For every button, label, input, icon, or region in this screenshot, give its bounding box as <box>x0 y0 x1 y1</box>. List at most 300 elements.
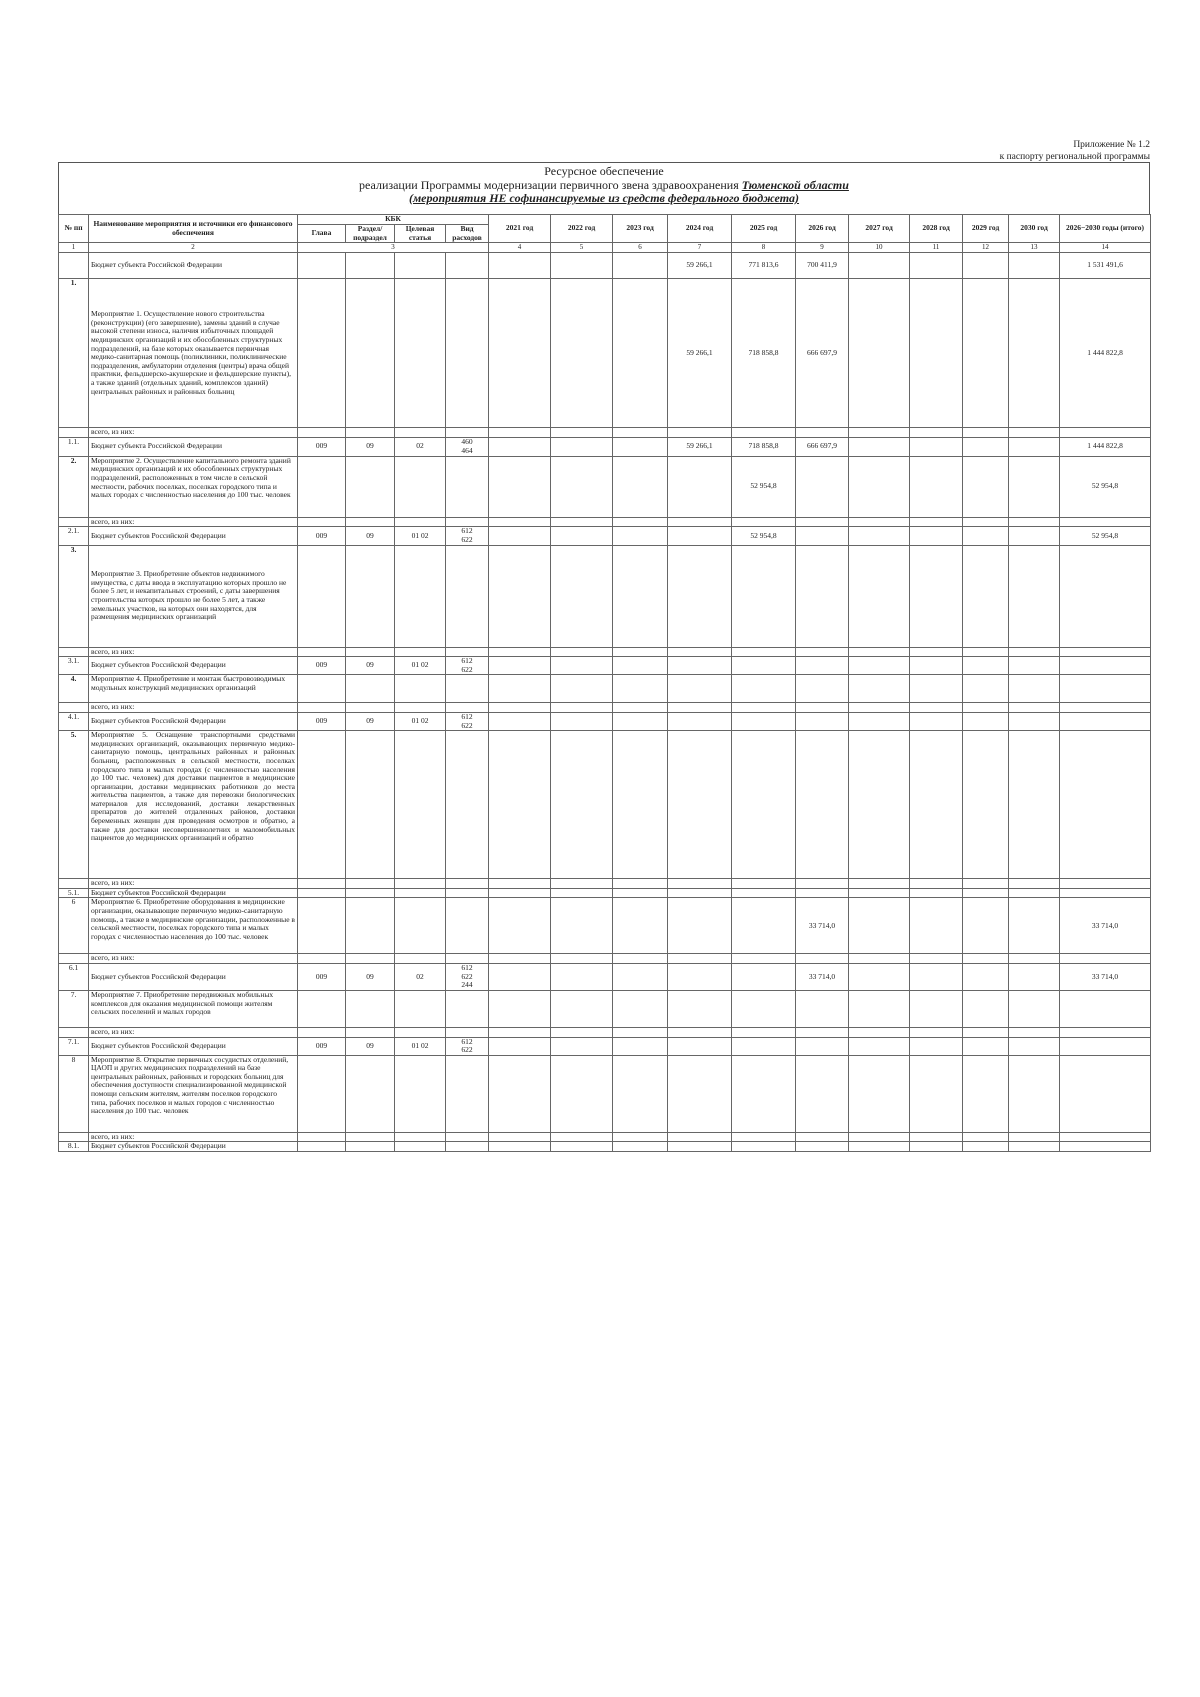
kbk-stat: 01 02 <box>395 657 446 675</box>
row-number: 7. <box>59 990 89 1027</box>
value-cell <box>796 954 849 964</box>
row-name: Мероприятие 2. Осуществление капитального ремонта зданий медицинских организаций и их обособленных структурных подразделений, расположенных в том числе в сельской местности, рабочих поселках, поселках городского типа и малых городах с численностью населения до 100 тыс. человек <box>89 456 298 517</box>
value-cell <box>668 428 732 438</box>
value-cell <box>849 703 910 713</box>
value-cell <box>489 527 551 545</box>
value-cell <box>489 437 551 456</box>
value-cell <box>489 517 551 527</box>
header-name: Наименование мероприятия и источники его финансового обеспечения <box>89 215 298 243</box>
value-cell <box>849 428 910 438</box>
row-name: Бюджет субъекта Российской Федерации <box>89 253 298 279</box>
index-cell: 2 <box>89 243 298 253</box>
value-cell <box>1060 657 1151 675</box>
value-cell <box>796 712 849 730</box>
value-cell <box>551 888 613 898</box>
kbk-stat <box>395 898 446 954</box>
kbk-stat: 01 02 <box>395 1037 446 1055</box>
kbk-glava: 009 <box>298 963 346 990</box>
value-cell <box>1060 990 1151 1027</box>
kbk-razdel <box>346 1142 395 1152</box>
appendix-line-1: Приложение № 1.2 <box>1073 140 1150 150</box>
value-cell <box>489 1027 551 1037</box>
kbk-stat <box>395 456 446 517</box>
header-years-total: 2026−2030 годы (итого) <box>1060 215 1151 243</box>
kbk-vid <box>446 1142 489 1152</box>
header-year-2026: 2026 год <box>796 215 849 243</box>
value-cell <box>963 675 1009 703</box>
title-line-1: Ресурсное обеспечение <box>544 164 664 178</box>
value-cell <box>732 657 796 675</box>
value-cell <box>1009 731 1060 879</box>
value-cell <box>963 954 1009 964</box>
kbk-glava <box>298 1142 346 1152</box>
value-cell <box>796 731 849 879</box>
kbk-vid <box>446 253 489 279</box>
value-cell <box>668 527 732 545</box>
kbk-vid <box>446 954 489 964</box>
value-cell <box>963 703 1009 713</box>
kbk-razdel <box>346 954 395 964</box>
kbk-glava <box>298 1027 346 1037</box>
value-cell <box>849 657 910 675</box>
row-number: 3. <box>59 545 89 647</box>
value-cell <box>668 1142 732 1152</box>
value-cell <box>1009 517 1060 527</box>
row-name: Мероприятие 3. Приобретение объектов недвижимого имущества, с даты ввода в эксплуатацию которых прошло не более 5 лет, и некапитальных строений, с даты завершения строительства которых прошло не более 5 лет, а также земельных участков, на которых они находятся, для размещения медицинских организаций <box>89 545 298 647</box>
kbk-razdel <box>346 279 395 428</box>
kbk-razdel <box>346 888 395 898</box>
row-number <box>59 1132 89 1142</box>
value-cell <box>910 253 963 279</box>
value-cell: 718 858,8 <box>732 279 796 428</box>
kbk-glava <box>298 1055 346 1132</box>
kbk-vid <box>446 888 489 898</box>
value-cell <box>963 990 1009 1027</box>
value-cell <box>551 527 613 545</box>
value-cell <box>613 879 668 889</box>
value-cell <box>796 888 849 898</box>
kbk-glava <box>298 888 346 898</box>
kbk-vid <box>446 703 489 713</box>
kbk-glava <box>298 703 346 713</box>
kbk-razdel <box>346 1055 395 1132</box>
kbk-vid: 460 464 <box>446 437 489 456</box>
value-cell <box>963 879 1009 889</box>
kbk-stat <box>395 888 446 898</box>
kbk-vid <box>446 456 489 517</box>
table-row <box>59 647 1151 657</box>
value-cell <box>613 954 668 964</box>
value-cell <box>910 456 963 517</box>
value-cell <box>1009 1037 1060 1055</box>
index-cell: 3 <box>298 243 489 253</box>
value-cell <box>732 703 796 713</box>
value-cell <box>668 731 732 879</box>
kbk-razdel: 09 <box>346 437 395 456</box>
value-cell <box>910 1132 963 1142</box>
value-cell <box>910 879 963 889</box>
row-name: Мероприятие 4. Приобретение и монтаж быстровозводимых модульных конструкций медицинских организаций <box>89 675 298 703</box>
value-cell <box>796 1132 849 1142</box>
value-cell <box>796 879 849 889</box>
value-cell <box>551 954 613 964</box>
value-cell <box>613 1027 668 1037</box>
value-cell <box>796 1142 849 1152</box>
value-cell <box>849 990 910 1027</box>
value-cell: 718 858,8 <box>732 437 796 456</box>
kbk-razdel <box>346 879 395 889</box>
value-cell: 59 266,1 <box>668 437 732 456</box>
header-kbk-stat: Целевая статья <box>395 225 446 243</box>
value-cell <box>1009 712 1060 730</box>
value-cell <box>849 1142 910 1152</box>
value-cell <box>910 703 963 713</box>
value-cell <box>489 1037 551 1055</box>
kbk-razdel: 09 <box>346 657 395 675</box>
kbk-vid <box>446 879 489 889</box>
value-cell <box>489 990 551 1027</box>
value-cell <box>1060 879 1151 889</box>
table-row <box>59 428 1151 438</box>
kbk-razdel <box>346 647 395 657</box>
value-cell <box>732 888 796 898</box>
kbk-stat <box>395 647 446 657</box>
value-cell <box>613 1037 668 1055</box>
kbk-razdel: 09 <box>346 1037 395 1055</box>
value-cell <box>849 712 910 730</box>
row-number: 1.1. <box>59 437 89 456</box>
resource-table <box>58 214 1151 1152</box>
value-cell <box>910 963 963 990</box>
appendix-note <box>750 139 1150 163</box>
value-cell: 666 697,9 <box>796 279 849 428</box>
kbk-glava <box>298 456 346 517</box>
value-cell: 771 813,6 <box>732 253 796 279</box>
value-cell <box>1060 731 1151 879</box>
value-cell <box>1060 712 1151 730</box>
value-cell <box>489 888 551 898</box>
kbk-glava <box>298 647 346 657</box>
header-year-2024: 2024 год <box>668 215 732 243</box>
value-cell <box>849 954 910 964</box>
row-number: 8.1. <box>59 1142 89 1152</box>
value-cell <box>1060 1132 1151 1142</box>
value-cell <box>551 712 613 730</box>
header-year-2022: 2022 год <box>551 215 613 243</box>
value-cell <box>613 428 668 438</box>
value-cell <box>1060 1027 1151 1037</box>
value-cell <box>551 703 613 713</box>
value-cell <box>551 1142 613 1152</box>
table-body <box>59 253 1151 1152</box>
row-number <box>59 954 89 964</box>
value-cell <box>963 898 1009 954</box>
kbk-stat <box>395 1055 446 1132</box>
value-cell: 33 714,0 <box>1060 963 1151 990</box>
value-cell <box>732 879 796 889</box>
value-cell <box>963 1027 1009 1037</box>
table-row <box>59 888 1151 898</box>
value-cell <box>963 253 1009 279</box>
index-cell: 5 <box>551 243 613 253</box>
kbk-stat <box>395 517 446 527</box>
kbk-vid: 612 622 <box>446 712 489 730</box>
value-cell <box>1060 517 1151 527</box>
value-cell: 59 266,1 <box>668 279 732 428</box>
value-cell <box>1009 888 1060 898</box>
value-cell <box>489 428 551 438</box>
value-cell <box>1060 954 1151 964</box>
kbk-stat <box>395 545 446 647</box>
index-cell: 11 <box>910 243 963 253</box>
table-row <box>59 963 1151 990</box>
value-cell <box>1009 253 1060 279</box>
value-cell <box>963 456 1009 517</box>
value-cell <box>668 703 732 713</box>
value-cell: 52 954,8 <box>1060 456 1151 517</box>
value-cell <box>489 675 551 703</box>
row-number: 3.1. <box>59 657 89 675</box>
kbk-glava <box>298 1132 346 1142</box>
kbk-vid: 612 622 244 <box>446 963 489 990</box>
row-number <box>59 879 89 889</box>
table-row <box>59 675 1151 703</box>
value-cell <box>732 545 796 647</box>
row-name: Бюджет субъектов Российской Федерации <box>89 963 298 990</box>
header-kbk-razdel: Раздел/ подраздел <box>346 225 395 243</box>
value-cell <box>668 1027 732 1037</box>
value-cell <box>613 1055 668 1132</box>
kbk-stat <box>395 1142 446 1152</box>
value-cell <box>732 1027 796 1037</box>
value-cell <box>551 279 613 428</box>
value-cell <box>849 1027 910 1037</box>
value-cell <box>732 963 796 990</box>
value-cell <box>668 712 732 730</box>
kbk-stat <box>395 990 446 1027</box>
kbk-razdel: 09 <box>346 712 395 730</box>
value-cell <box>668 888 732 898</box>
kbk-glava: 009 <box>298 1037 346 1055</box>
table-row <box>59 1055 1151 1132</box>
value-cell <box>849 527 910 545</box>
value-cell <box>1060 675 1151 703</box>
table-title <box>58 162 1150 214</box>
index-cell: 7 <box>668 243 732 253</box>
value-cell <box>613 675 668 703</box>
kbk-stat: 02 <box>395 963 446 990</box>
value-cell <box>849 647 910 657</box>
kbk-razdel <box>346 675 395 703</box>
value-cell <box>910 731 963 879</box>
kbk-stat: 01 02 <box>395 527 446 545</box>
value-cell: 52 954,8 <box>732 527 796 545</box>
value-cell <box>668 954 732 964</box>
kbk-glava <box>298 731 346 879</box>
header-kbk: КБК <box>298 215 489 225</box>
kbk-razdel <box>346 1132 395 1142</box>
value-cell <box>963 428 1009 438</box>
kbk-razdel: 09 <box>346 963 395 990</box>
value-cell <box>849 1055 910 1132</box>
value-cell <box>1009 657 1060 675</box>
index-cell: 10 <box>849 243 910 253</box>
row-number: 4. <box>59 675 89 703</box>
table-row <box>59 1027 1151 1037</box>
value-cell <box>963 279 1009 428</box>
index-cell: 6 <box>613 243 668 253</box>
value-cell <box>849 253 910 279</box>
value-cell <box>668 456 732 517</box>
value-cell <box>668 647 732 657</box>
value-cell <box>732 898 796 954</box>
value-cell <box>668 879 732 889</box>
kbk-stat <box>395 279 446 428</box>
value-cell <box>1009 437 1060 456</box>
kbk-vid: 612 622 <box>446 527 489 545</box>
header-kbk-glava: Глава <box>298 225 346 243</box>
value-cell <box>849 898 910 954</box>
value-cell <box>910 545 963 647</box>
row-number <box>59 253 89 279</box>
kbk-glava <box>298 545 346 647</box>
value-cell <box>1009 428 1060 438</box>
title-region: Тюменской области <box>741 177 849 192</box>
row-name: всего, из них: <box>89 954 298 964</box>
row-number <box>59 703 89 713</box>
value-cell <box>963 545 1009 647</box>
value-cell <box>732 1037 796 1055</box>
kbk-glava <box>298 428 346 438</box>
value-cell <box>910 954 963 964</box>
value-cell <box>613 437 668 456</box>
value-cell <box>613 657 668 675</box>
table-row <box>59 1037 1151 1055</box>
row-number: 7.1. <box>59 1037 89 1055</box>
value-cell <box>613 279 668 428</box>
row-number <box>59 1027 89 1037</box>
row-number <box>59 428 89 438</box>
kbk-vid <box>446 428 489 438</box>
kbk-vid: 612 622 <box>446 1037 489 1055</box>
kbk-vid: 612 622 <box>446 657 489 675</box>
value-cell <box>613 456 668 517</box>
row-number: 2. <box>59 456 89 517</box>
value-cell <box>796 1027 849 1037</box>
value-cell <box>551 1027 613 1037</box>
header-year-2028: 2028 год <box>910 215 963 243</box>
row-number: 6.1 <box>59 963 89 990</box>
value-cell <box>849 279 910 428</box>
value-cell <box>613 647 668 657</box>
value-cell <box>963 647 1009 657</box>
value-cell <box>796 703 849 713</box>
value-cell <box>551 456 613 517</box>
value-cell <box>613 703 668 713</box>
value-cell <box>796 517 849 527</box>
value-cell <box>668 1132 732 1142</box>
value-cell <box>849 963 910 990</box>
value-cell <box>732 428 796 438</box>
value-cell <box>613 898 668 954</box>
row-name: Мероприятие 5. Оснащение транспортными средствами медицинских организаций, оказывающих первичную медико-санитарную помощь, центральных районных и районных больниц, расположенных в сельской местности, поселках городского типа и малых городах (с численностью населения до 100 тыс. человек) для доставки пациентов в медицинские организации, доставки медицинских работников до места жительства пациентов, а также для перевозки биологических материалов для исследований, доставки лекарственных препаратов до жителей отдаленных районов, доставки беременных женщин для проведения осмотров и обратно, а также для доставки несовершеннолетних и маломобильных пациентов до медицинских организаций и обратно <box>89 731 298 879</box>
row-name: Мероприятие 7. Приобретение передвижных мобильных комплексов для оказания медицинской помощи жителям сельских поселений и малых городов <box>89 990 298 1027</box>
kbk-razdel <box>346 428 395 438</box>
table-row <box>59 545 1151 647</box>
header-year-2030: 2030 год <box>1009 215 1060 243</box>
value-cell: 52 954,8 <box>732 456 796 517</box>
value-cell <box>796 527 849 545</box>
row-name: всего, из них: <box>89 517 298 527</box>
value-cell <box>849 1132 910 1142</box>
kbk-razdel <box>346 731 395 879</box>
value-cell <box>551 1055 613 1132</box>
value-cell <box>551 1132 613 1142</box>
table-row <box>59 898 1151 954</box>
row-number: 1. <box>59 279 89 428</box>
value-cell <box>732 990 796 1027</box>
value-cell <box>963 1037 1009 1055</box>
title-line-3: (мероприятия НЕ софинансируемые из средств федерального бюджета) <box>408 191 800 205</box>
value-cell <box>1009 1055 1060 1132</box>
value-cell <box>551 963 613 990</box>
value-cell <box>489 963 551 990</box>
kbk-stat <box>395 879 446 889</box>
kbk-glava <box>298 954 346 964</box>
table-row <box>59 990 1151 1027</box>
kbk-glava <box>298 279 346 428</box>
kbk-razdel: 09 <box>346 527 395 545</box>
index-cell: 14 <box>1060 243 1151 253</box>
value-cell <box>910 657 963 675</box>
value-cell: 52 954,8 <box>1060 527 1151 545</box>
row-number: 5.1. <box>59 888 89 898</box>
value-cell <box>1060 1037 1151 1055</box>
value-cell <box>1060 545 1151 647</box>
value-cell <box>796 657 849 675</box>
value-cell <box>732 712 796 730</box>
kbk-vid <box>446 647 489 657</box>
kbk-stat <box>395 675 446 703</box>
value-cell <box>1060 888 1151 898</box>
value-cell <box>1060 703 1151 713</box>
kbk-glava <box>298 990 346 1027</box>
value-cell <box>1009 898 1060 954</box>
table-row <box>59 527 1151 545</box>
header-year-2029: 2029 год <box>963 215 1009 243</box>
title-line-2-prefix: реализации Программы модернизации первичного звена здравоохранения <box>359 177 742 192</box>
value-cell: 1 531 491,6 <box>1060 253 1151 279</box>
kbk-razdel <box>346 517 395 527</box>
value-cell <box>796 545 849 647</box>
value-cell <box>796 1055 849 1132</box>
table-row <box>59 1142 1151 1152</box>
value-cell <box>551 647 613 657</box>
row-number: 8 <box>59 1055 89 1132</box>
index-cell: 13 <box>1009 243 1060 253</box>
value-cell <box>1009 703 1060 713</box>
value-cell <box>732 1055 796 1132</box>
value-cell <box>849 879 910 889</box>
kbk-stat <box>395 1027 446 1037</box>
value-cell <box>910 1037 963 1055</box>
value-cell <box>668 545 732 647</box>
value-cell <box>613 517 668 527</box>
value-cell: 33 714,0 <box>796 898 849 954</box>
row-number: 6 <box>59 898 89 954</box>
value-cell <box>910 675 963 703</box>
value-cell <box>796 428 849 438</box>
